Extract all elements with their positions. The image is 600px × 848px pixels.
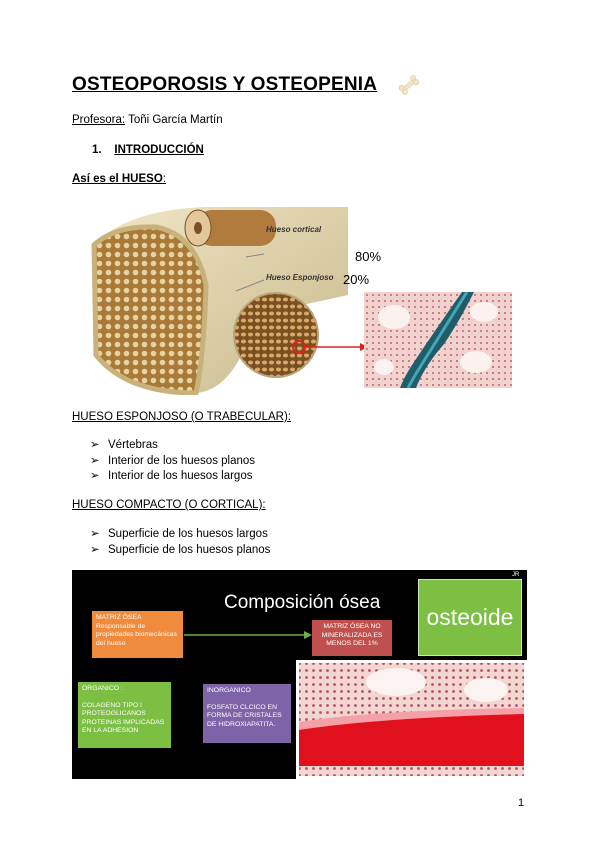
matriz-osea-head: MATRIZ ÓSEA [96, 614, 142, 621]
intro-word: HUESO [121, 173, 163, 185]
label-hueso-cortical: Hueso cortical [266, 225, 322, 234]
list-item: ➢ Interior de los huesos planos [90, 454, 255, 470]
professor-line [72, 114, 223, 126]
list-item: ➢ Interior de los huesos largos [90, 469, 255, 485]
organico-body: COLAGENO TIPO I PROTEOGLICANOS PROTEINAS IMPLICADAS EN LA ADHESION [82, 701, 165, 735]
intro-prefix: Así es el [72, 173, 122, 185]
section-title: INTRODUCCIÓN [114, 144, 204, 156]
matriz-osea-body: Responsable de propiedades biomecánicas del hueso [96, 622, 177, 647]
intro-suffix: : [162, 173, 166, 185]
slide-corner-mark: JR [512, 572, 520, 578]
composition-slide [72, 570, 527, 779]
compacto-list [90, 527, 270, 558]
bone-illustration [86, 205, 348, 395]
list-item: ➢ Superficie de los huesos planos [90, 543, 270, 559]
section-number: 1. [92, 144, 102, 156]
inorganico-box [203, 684, 291, 743]
list-item: ➢ Superficie de los huesos largos [90, 527, 270, 543]
arrow-bullet-icon: ➢ [90, 470, 100, 482]
organico-box [78, 682, 171, 748]
arrow-bullet-icon: ➢ [90, 543, 100, 556]
bone-icon [396, 72, 422, 98]
page-number: 1 [518, 797, 525, 809]
esponjoso-list [90, 438, 255, 485]
compacto-heading: HUESO COMPACTO (O CORTICAL): [72, 499, 266, 511]
intro-line [72, 173, 166, 185]
page-title: OSTEOPOROSIS Y OSTEOPENIA [72, 74, 378, 95]
label-hueso-esponjoso: Hueso Esponjoso [266, 273, 334, 282]
arrow-bullet-icon: ➢ [90, 528, 100, 540]
osteoide-box: osteoide [418, 579, 522, 656]
esponjoso-heading: HUESO ESPONJOSO (O TRABECULAR): [72, 411, 291, 423]
arrow-bullet-icon: ➢ [90, 439, 100, 451]
matriz-osea-box [92, 611, 183, 658]
arrow-bullet-icon: ➢ [90, 454, 100, 467]
inorganico-head: INORGANICO [207, 687, 251, 694]
no-mineralizada-box: MATRIZ ÓSEA NO MINERALIZADA ES MENOS DEL 1% [312, 620, 392, 656]
inorganico-body: FOSFATO CLCICO EN FORMA DE CRISTALES DE HIDROXIAPATITA. [207, 703, 282, 728]
histology-image [364, 292, 512, 388]
slide-title: Composición ósea [224, 592, 381, 613]
professor-name: Toñi García Martín [128, 114, 223, 126]
pct-esponjoso: 20% [343, 272, 370, 287]
organico-head: ORGANICO : [82, 685, 123, 692]
pct-cortical: 80% [355, 249, 382, 264]
osteoid-histology-image [296, 660, 527, 779]
professor-label: Profesora: [72, 114, 126, 126]
green-arrow [184, 628, 314, 642]
zoom-arrow [290, 338, 370, 358]
section-heading [92, 144, 204, 156]
list-item: ➢ Vértebras [90, 438, 255, 454]
